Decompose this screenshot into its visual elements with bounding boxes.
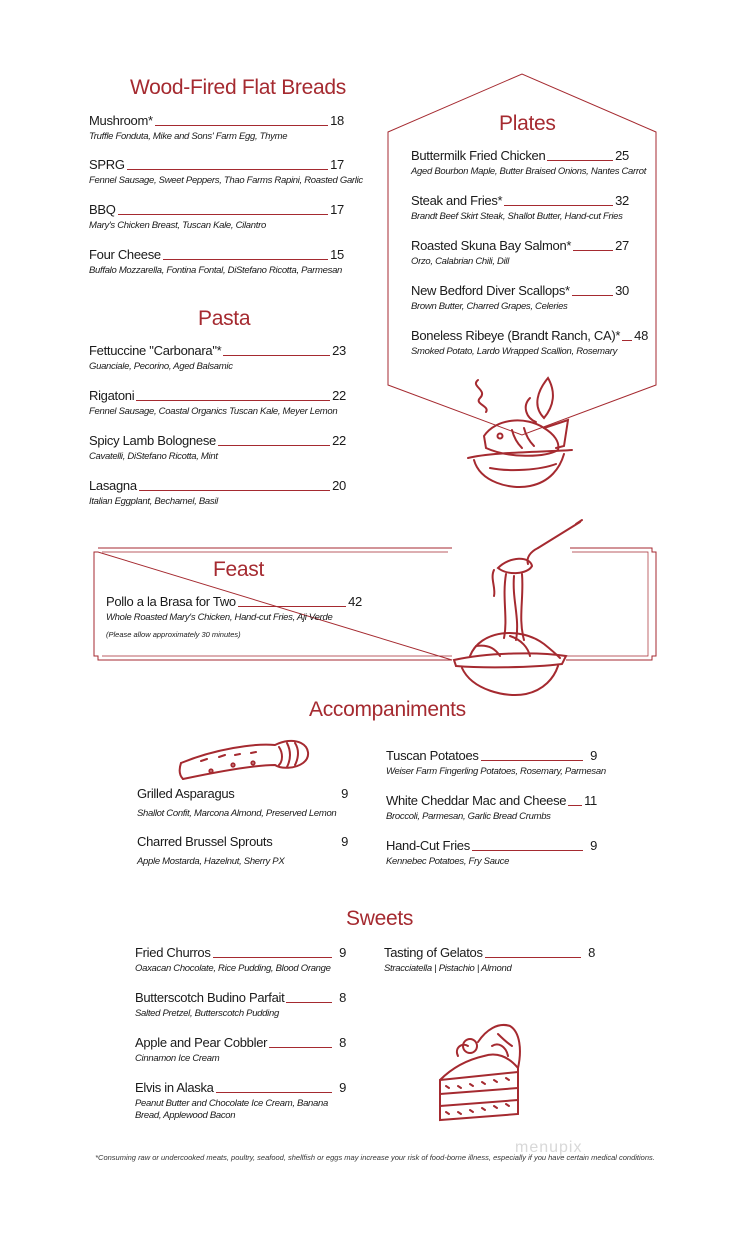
item-desc: Shallot Confit, Marcona Almond, Preserved Lemon — [137, 808, 337, 819]
item-name: Fried Churros — [135, 945, 211, 960]
item-price: 23 — [332, 343, 346, 358]
item-name: Roasted Skuna Bay Salmon* — [411, 238, 572, 253]
item-name: Rigatoni — [89, 388, 135, 403]
menu-item — [137, 786, 348, 820]
item-name: Grilled Asparagus — [137, 786, 235, 801]
item-price: 22 — [332, 388, 346, 403]
item-price: 27 — [615, 238, 629, 253]
item-name: Boneless Ribeye (Brandt Ranch, CA)* — [411, 328, 621, 343]
item-price: 8 — [339, 990, 346, 1005]
item-price: 18 — [330, 113, 344, 128]
menu-item — [137, 834, 348, 868]
item-price: 48 — [634, 328, 649, 343]
item-name: Tuscan Potatoes — [386, 748, 479, 763]
menu-item — [386, 748, 606, 778]
item-name: Elvis in Alaska — [135, 1080, 214, 1095]
item-name: Hand-Cut Fries — [386, 838, 470, 853]
menu-item — [386, 838, 597, 868]
menu-item — [135, 990, 346, 1020]
item-name: Lasagna — [89, 478, 137, 493]
item-name: White Cheddar Mac and Cheese — [386, 793, 567, 808]
item-note: (Please allow approximately 30 minutes) — [106, 630, 241, 639]
item-price: 17 — [330, 157, 344, 172]
item-desc: Buffalo Mozzarella, Fontina Fontal, DiStefano Ricotta, Parmesan — [89, 265, 343, 276]
cake-slice-icon — [436, 1016, 526, 1128]
item-price: 8 — [339, 1035, 346, 1050]
item-name: Charred Brussel Sprouts — [137, 834, 273, 849]
menu-item — [386, 793, 597, 823]
item-desc: Guanciale, Pecorino, Aged Balsamic — [89, 361, 233, 372]
item-price: 25 — [615, 148, 629, 163]
item-desc: Kennebec Potatoes, Fry Sauce — [386, 856, 510, 867]
item-name: Butterscotch Budino Parfait — [135, 990, 285, 1005]
accompaniments-heading: Accompaniments — [309, 698, 466, 721]
item-name: BBQ — [89, 202, 116, 217]
item-price: 30 — [615, 283, 629, 298]
item-price: 32 — [615, 193, 629, 208]
watermark: menupix — [515, 1139, 583, 1156]
item-price: 9 — [341, 786, 348, 801]
item-desc: Salted Pretzel, Butterscotch Pudding — [135, 1008, 279, 1019]
sweets-heading: Sweets — [346, 907, 414, 930]
item-desc: Italian Eggplant, Bechamel, Basil — [89, 496, 218, 507]
flatbreads-heading: Wood-Fired Flat Breads — [130, 76, 346, 99]
item-price: 9 — [339, 945, 346, 960]
pasta-heading: Pasta — [198, 307, 251, 330]
item-name: Buttermilk Fried Chicken — [411, 148, 546, 163]
item-desc: Truffle Fonduta, Mike and Sons' Farm Egg, Thyme — [89, 131, 288, 142]
feast-heading: Feast — [213, 558, 265, 581]
item-price: 9 — [590, 838, 597, 853]
item-name: Pollo a la Brasa for Two — [106, 594, 236, 609]
menu-item — [384, 945, 595, 975]
item-name: Apple and Pear Cobbler — [135, 1035, 268, 1050]
item-desc: Fennel Sausage, Sweet Peppers, Thao Farms Rapini, Roasted Garlic — [89, 175, 363, 186]
asparagus-icon — [175, 735, 315, 785]
item-desc: Smoked Potato, Lardo Wrapped Scallion, Rosemary — [411, 346, 618, 357]
item-name: New Bedford Diver Scallops* — [411, 283, 570, 298]
menu-item — [135, 945, 346, 975]
item-desc: Fennel Sausage, Coastal Organics Tuscan Kale, Meyer Lemon — [89, 406, 338, 417]
item-name: Spicy Lamb Bolognese — [89, 433, 216, 448]
item-desc: Apple Mostarda, Hazelnut, Sherry PX — [137, 856, 285, 867]
item-price: 22 — [332, 433, 346, 448]
item-price: 9 — [590, 748, 597, 763]
pasta-fork-bowl-icon — [450, 518, 585, 703]
item-price: 42 — [348, 594, 362, 609]
plates-heading: Plates — [499, 112, 556, 135]
item-desc: Brown Butter, Charred Grapes, Celeries — [411, 301, 568, 312]
item-desc: Brandt Beef Skirt Steak, Shallot Butter, Hand-cut Fries — [411, 211, 623, 222]
item-name: Four Cheese — [89, 247, 161, 262]
item-price: 9 — [341, 834, 348, 849]
item-name: SPRG — [89, 157, 125, 172]
menu-item — [135, 1080, 346, 1122]
item-price: 20 — [332, 478, 346, 493]
item-price: 8 — [588, 945, 595, 960]
item-name: Tasting of Gelatos — [384, 945, 483, 960]
item-price: 9 — [339, 1080, 346, 1095]
item-name: Steak and Fries* — [411, 193, 503, 208]
item-price: 11 — [584, 793, 597, 808]
item-desc: Peanut Butter and Chocolate Ice Cream, Banana Bread, Applewood Bacon — [135, 1098, 328, 1121]
item-desc: Mary's Chicken Breast, Tuscan Kale, Cilantro — [89, 220, 266, 231]
disclaimer: *Consuming raw or undercooked meats, poultry, seafood, shellfish or eggs may increase your risk of food-borne illness, especially if you have certain medical conditions. — [95, 1153, 655, 1162]
item-desc: Orzo, Calabrian Chili, Dill — [411, 256, 510, 267]
item-desc: Stracciatella | Pistachio | Almond — [384, 963, 512, 974]
item-price: 17 — [330, 202, 344, 217]
item-desc: Cinnamon Ice Cream — [135, 1053, 220, 1064]
item-desc: Oaxacan Chocolate, Rice Pudding, Blood Orange — [135, 963, 331, 974]
item-name: Mushroom* — [89, 113, 153, 128]
menu-item — [106, 594, 362, 639]
menu-item — [135, 1035, 346, 1065]
item-name: Fettuccine "Carbonara"* — [89, 343, 222, 358]
item-price: 15 — [330, 247, 344, 262]
item-desc: Cavatelli, DiStefano Ricotta, Mint — [89, 451, 218, 462]
item-desc: Weiser Farm Fingerling Potatoes, Rosemary, Parmesan — [386, 766, 606, 777]
item-desc: Broccoli, Parmesan, Garlic Bread Crumbs — [386, 811, 551, 822]
item-desc: Aged Bourbon Maple, Butter Braised Onions, Nantes Carrot — [411, 166, 647, 177]
item-desc: Whole Roasted Mary's Chicken, Hand-cut Fries, Aji Verde — [106, 612, 333, 623]
